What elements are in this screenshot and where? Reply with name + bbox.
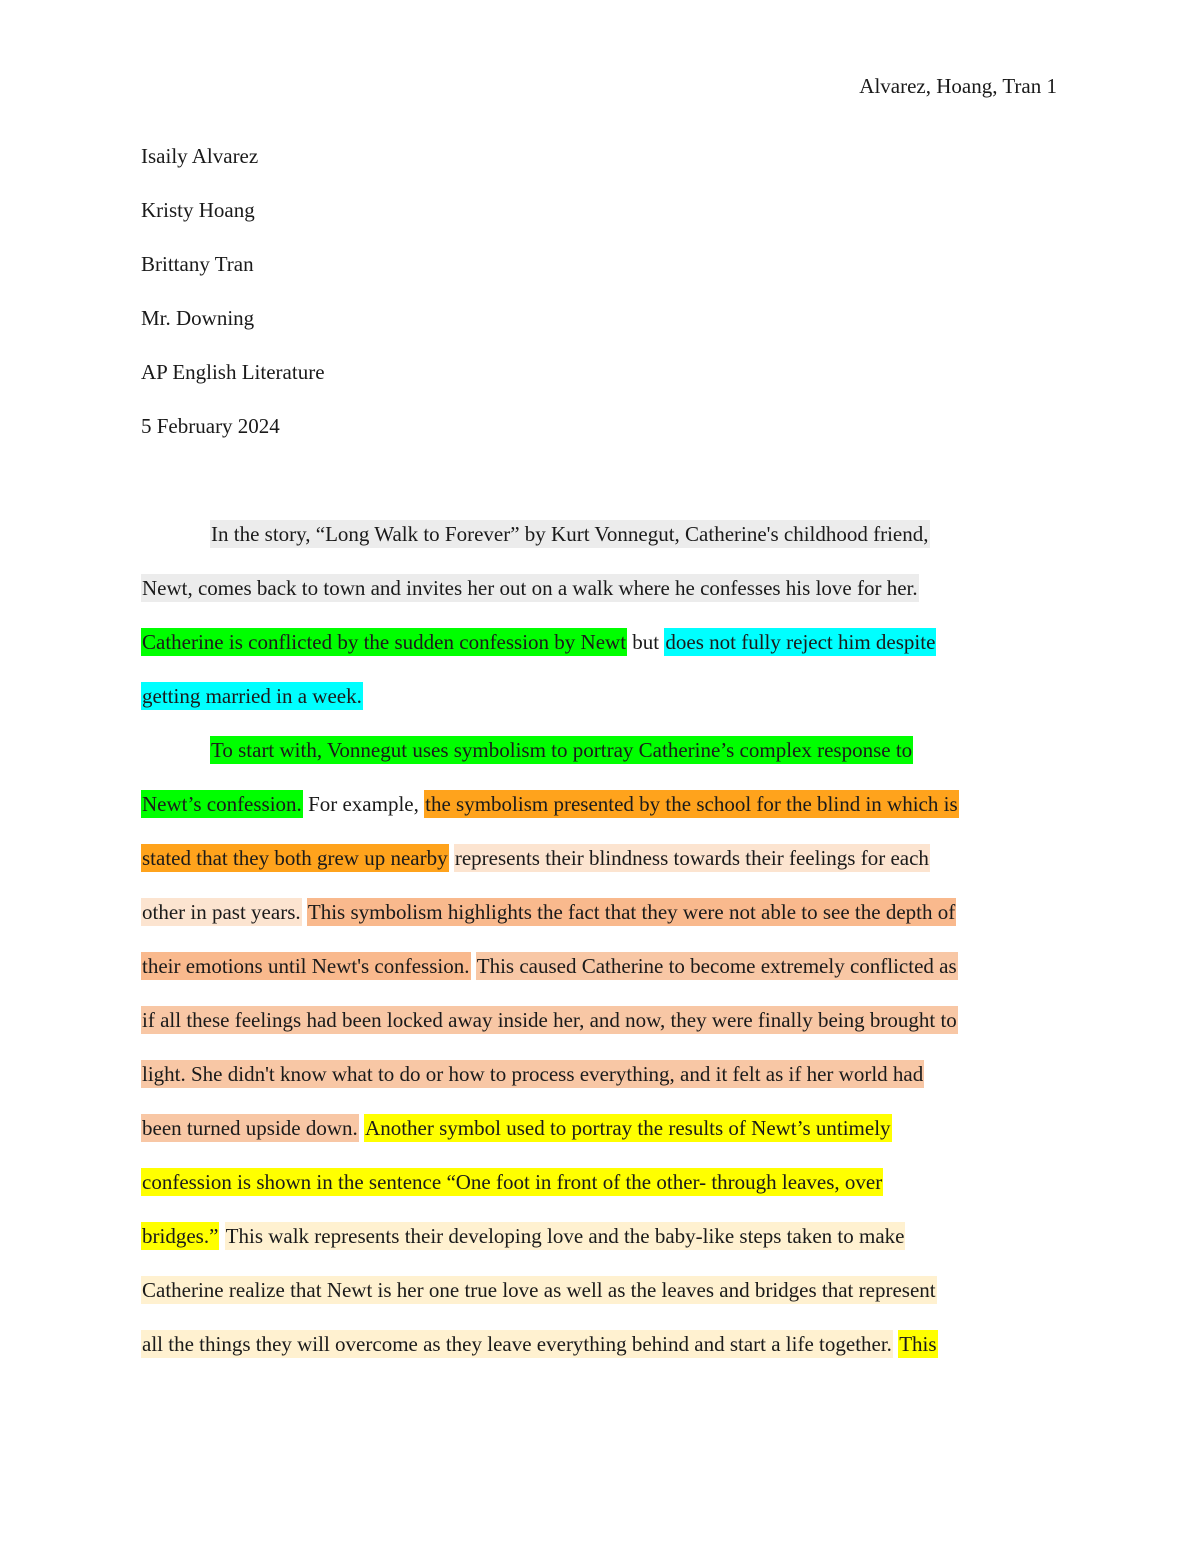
highlighted-text-peach-salmon: if all these feelings had been locked away inside her, and now, they were finally being brought to	[142, 1008, 957, 1032]
essay-line	[141, 1276, 1059, 1330]
highlighted-text-yellow: bridges.”	[142, 1224, 219, 1248]
highlighted-text-cyan: getting married in a week.	[142, 684, 362, 708]
highlighted-text-cyan: does not fully reject him despite	[665, 630, 936, 654]
highlighted-text-peach-mid: This symbolism highlights the fact that they were not able to see the depth of	[307, 900, 956, 924]
essay-line	[141, 1222, 1059, 1276]
highlighted-text-peach-light: represents their blindness towards their feelings for each	[454, 846, 929, 870]
highlighted-text-green: To start with, Vonnegut uses symbolism to portray Catherine’s complex response to	[211, 738, 913, 762]
essay-body	[141, 520, 1059, 1384]
essay-line	[141, 520, 1059, 574]
highlighted-text-yellow: confession is shown in the sentence “One foot in front of the other- through leaves, over	[142, 1170, 883, 1194]
highlighted-text-cream: all the things they will overcome as they leave everything behind and start a life together.	[142, 1332, 892, 1356]
essay-line	[141, 844, 1059, 898]
plain-text: but	[627, 630, 665, 654]
document-date: 5 February 2024	[141, 414, 280, 438]
instructor-name: Mr. Downing	[141, 306, 255, 330]
essay-line	[141, 736, 1059, 790]
essay-line	[141, 1114, 1059, 1168]
essay-line	[141, 1330, 1059, 1384]
running-header: Alvarez, Hoang, Tran 1	[859, 74, 1057, 98]
student-name: Brittany Tran	[141, 252, 254, 276]
highlighted-text-cream: This walk represents their developing love and the baby-like steps taken to make	[225, 1224, 905, 1248]
highlighted-text-gray: Newt, comes back to town and invites her out on a walk where he confesses his love for her.	[142, 576, 918, 600]
highlighted-text-gray: In the story, “Long Walk to Forever” by Kurt Vonnegut, Catherine's childhood friend,	[211, 522, 929, 546]
essay-line	[141, 682, 1059, 736]
essay-line	[141, 628, 1059, 682]
essay-line	[141, 1006, 1059, 1060]
essay-line	[141, 1168, 1059, 1222]
essay-line	[141, 952, 1059, 1006]
plain-text	[219, 1224, 224, 1248]
essay-line	[141, 1060, 1059, 1114]
essay-line	[141, 790, 1059, 844]
highlighted-text-orange: stated that they both grew up nearby	[142, 846, 448, 870]
mla-heading	[141, 142, 1059, 466]
highlighted-text-peach-light: other in past years.	[142, 900, 301, 924]
highlighted-text-peach-salmon: light. She didn't know what to do or how to process everything, and it felt as if her world had	[142, 1062, 924, 1086]
student-name: Kristy Hoang	[141, 198, 255, 222]
essay-line	[141, 574, 1059, 628]
student-name: Isaily Alvarez	[141, 144, 259, 168]
highlighted-text-peach-mid: their emotions until Newt's confession.	[142, 954, 470, 978]
highlighted-text-orange: the symbolism presented by the school for the blind in which is	[425, 792, 958, 816]
plain-text	[471, 954, 476, 978]
highlighted-text-yellow: Another symbol used to portray the results of Newt’s untimely	[365, 1116, 891, 1140]
course-name: AP English Literature	[141, 360, 325, 384]
essay-line	[141, 898, 1059, 952]
highlighted-text-peach-salmon: This caused Catherine to become extremely conflicted as	[476, 954, 957, 978]
highlighted-text-peach-salmon: been turned upside down.	[142, 1116, 358, 1140]
highlighted-text-green: Catherine is conflicted by the sudden confession by Newt	[142, 630, 627, 654]
plain-text: For example,	[302, 792, 425, 816]
highlighted-text-yellow: This	[899, 1332, 937, 1356]
highlighted-text-green: Newt’s confession.	[142, 792, 302, 816]
highlighted-text-cream: Catherine realize that Newt is her one true love as well as the leaves and bridges that represent	[142, 1278, 936, 1302]
